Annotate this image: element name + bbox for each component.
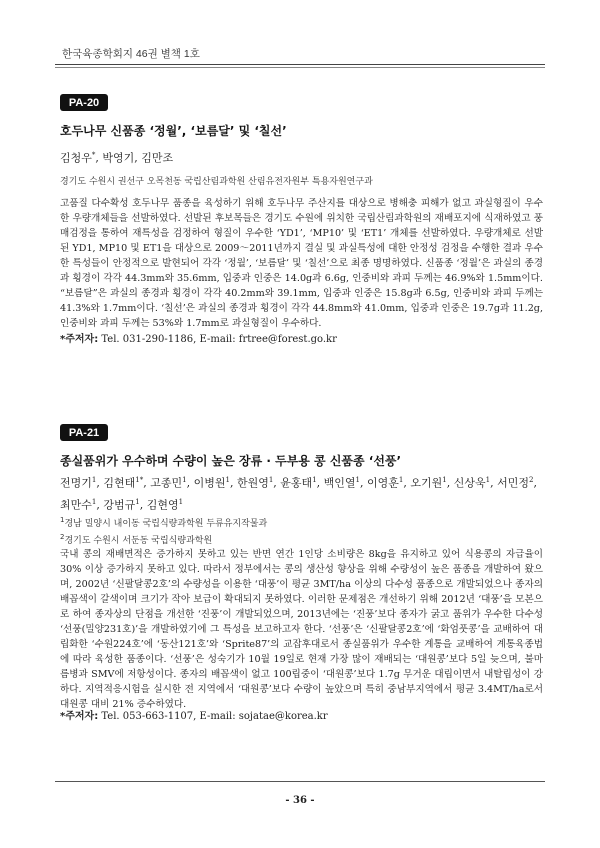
page-number: - 36 - — [285, 795, 315, 806]
author-affiliation-mark: 2 — [528, 476, 534, 484]
abstract-badge: PA-20 — [60, 94, 108, 111]
affiliation-line — [60, 531, 550, 548]
abstract-body: 국내 콩의 재배면적은 증가하지 못하고 있는 반면 연간 1인당 소비량은 8kg을 유지하고 있어 식용콩의 자급율이 30% 이상 증가하지 못하고 있다. 따라서 정부에서는 콩의 생산성 향상을 위해 수량성이 높은 품종을 개발하여 왔으며, 2002년 ‘신팔달콩2호’의 수량성을 이용한 ‘대풍’이 평균 3MT/ha 이상의 다수성 품종으로 개발되었으나 종자의 배꼽색이 갈색이며 크기가 작아 보급이 확대되지 못하였다. 이러한 문제점은 개선하기 위해 2012년 ‘대풍’을 모본으로 하여 종자상의 단점을 개선한 ‘진풍’이 개발되었으며, 2013년에는 ‘진풍’보다 종자가 굵고 품위가 우수한 다수성 ‘선풍(밀양231호)’을 개발하였기에 그 특성을 보고하고자 한다. ‘선풍’은 ‘신팔달콩2호’에 ‘화엄풋콩’을 교배하여 대립화한 ‘수원224호’에 ‘동산121호’와 ‘Sprite87’의 교잡후대로서 종실품위가 우수한 계통을 교배하여 계통육종법에 따라 육성한 품종이다. ‘선풍’은 성숙기가 10월 19일로 현재 가장 많이 재배되는 ‘대원콩’보다 5일 늦으며, 불마름병과 SMV에 저항성이다. 종자의 배꼽색이 없고 100립중이 ‘대원콩’보다 1.7g 무거운 대립이면서 내탈립성이 강하다. 지역적응시험을 실시한 전 지역에서 ‘대원콩’보다 수량이 높았으며 특히 중남부지역에서 평균 3.4MT/ha로서 대원콩 대비 21% 증수하였다. — [60, 549, 543, 710]
corresponding-author — [60, 330, 337, 345]
contact-label: *주저자: — [60, 334, 99, 345]
affiliation-text: 경기도 수원시 서둔동 국립식량과학원 — [64, 536, 213, 546]
author-affiliation-mark: 1 — [91, 497, 97, 506]
abstract-title: 종실품위가 우수하며 수량이 높은 장류 · 두부용 콩 신품종 ‘선풍’ — [60, 454, 402, 468]
author-name: 한원영 — [236, 476, 269, 490]
author-affiliation-mark: 1 — [178, 497, 184, 506]
abstract-title: 호두나무 신품종 ‘정월’, ‘보름달’ 및 ‘칠선’ — [60, 124, 287, 138]
author-list: 김청우*, 박영기, 김만조 — [60, 151, 174, 165]
affiliation-text: 경남 밀양시 내이동 국립식량과학원 두류유지작물과 — [64, 519, 268, 529]
author-affiliation-mark: 1 — [485, 476, 491, 484]
author-affiliation-mark: 1 — [225, 476, 230, 484]
author-affiliation-mark: 1 — [312, 476, 317, 484]
author-affiliation-mark: 1 — [442, 476, 447, 484]
author-affiliation-mark: 1 — [135, 497, 140, 506]
author-name: 김현영 — [146, 498, 179, 512]
author-name: 최만수 — [60, 498, 92, 512]
affiliation-list — [60, 514, 550, 548]
affiliation-mark: 1 — [60, 516, 65, 524]
author-name: 오기원 — [410, 476, 443, 490]
author-name: 신상욱 — [453, 476, 486, 490]
author-affiliation-mark: 1 — [91, 476, 97, 484]
contact-details: Tel. 053-663-1107, E-mail: sojatae@korea.kr — [101, 711, 328, 722]
author-name: 이영훈 — [367, 476, 399, 490]
author-name: 박영기 — [102, 151, 135, 165]
author-name: 전명기 — [60, 476, 92, 490]
author-affiliation-mark: 1 — [182, 476, 187, 484]
author-name: 고종민 — [150, 476, 183, 490]
author-affiliation-mark: 1 — [268, 476, 274, 484]
author-name: 김현태 — [103, 476, 136, 490]
author-affiliation-mark: 1 — [398, 476, 404, 484]
author-name: 김청우 — [60, 151, 92, 165]
abstract-badge: PA-21 — [60, 424, 108, 441]
header-rule — [55, 64, 545, 65]
author-name: 이병원 — [193, 476, 226, 490]
author-name: 서민정 — [497, 476, 529, 490]
author-name: 백인열 — [323, 476, 356, 490]
running-header: 한국육종학회지 46권 별책 1호 — [62, 48, 200, 60]
contact-label: *주저자: — [60, 711, 99, 722]
author-name: 김만조 — [141, 151, 174, 165]
footer-rule — [55, 781, 545, 782]
affiliation-list — [60, 176, 550, 189]
header-rule-secondary — [55, 67, 545, 68]
affiliation-line — [60, 176, 550, 189]
affiliation-line — [60, 514, 550, 531]
abstract-body: 고품질 다수확성 호두나무 품종을 육성하기 위해 호두나무 주산지를 대상으로 병해충 피해가 없고 과실형질이 우수한 우량개체들을 선발하였다. 선발된 후보목들은 경기도 수원에 위치한 국립산림과학원의 재배포지에 식재하였고 풍매검정을 통하여 재특성을 검정하여 형질이 우수한 ‘YD1’, ‘MP10’ 및 ‘ET1’ 개체를 선발하였다. 우량개체로 선발된 YD1, MP10 및 ET1을 대상으로 2009～2011년까지 결실 및 과실특성에 대한 안정성 검정을 수행한 결과 우수한 특성들이 안정적으로 발현되어 각각 ‘정월’, ‘보름달’ 및 ‘칠선’으로 최종 명명하였다. 신품종 ‘정월’은 과실의 종경과 횡경이 각각 44.3mm와 35.6mm, 입중과 인중은 14.0g과 6.6g, 인중비와 과피 두께는 46.9%와 1.5mm이다. “보름달”은 과실의 종경과 횡경이 각각 40.2mm와 39.1mm, 입중과 인중은 15.8g과 6.5g, 인중비와 과피 두께는 41.3%와 1.7mm이다. ‘칠선’은 과실의 종경과 횡경이 각각 44.8mm와 41.0mm, 입중과 인중은 19.7g과 11.2g, 인중비와 과피 두께는 53%와 1.7mm로 과실형질이 우수하다. — [60, 198, 543, 329]
author-name: 윤홍태 — [280, 476, 313, 490]
author-affiliation-mark: 1* — [135, 476, 144, 484]
corresponding-author — [60, 707, 328, 722]
author-name: 강범규 — [103, 498, 136, 512]
contact-details: Tel. 031-290-1186, E-mail: frtree@forest.go.kr — [101, 334, 337, 345]
affiliation-mark: 2 — [60, 533, 65, 541]
author-affiliation-mark: * — [91, 151, 96, 159]
affiliation-text: 경기도 수원시 권선구 오목천동 국립산림과학원 산림유전자원부 특용자원연구과 — [60, 177, 373, 187]
author-affiliation-mark: 1 — [355, 476, 361, 484]
author-list: 전명기$^1$, 김현태$^{1*}$, 고종민$^1$, 이병원$^1$, 한원영$^1$, 윤홍태$^1$, 백인열$^1$, 이영훈$^1$, 오기원$^1$, 신상욱$^1$, 서민정$^2$, 최만수$^1$, 강범규$^1$, 김현영$^1$ — [60, 476, 537, 512]
